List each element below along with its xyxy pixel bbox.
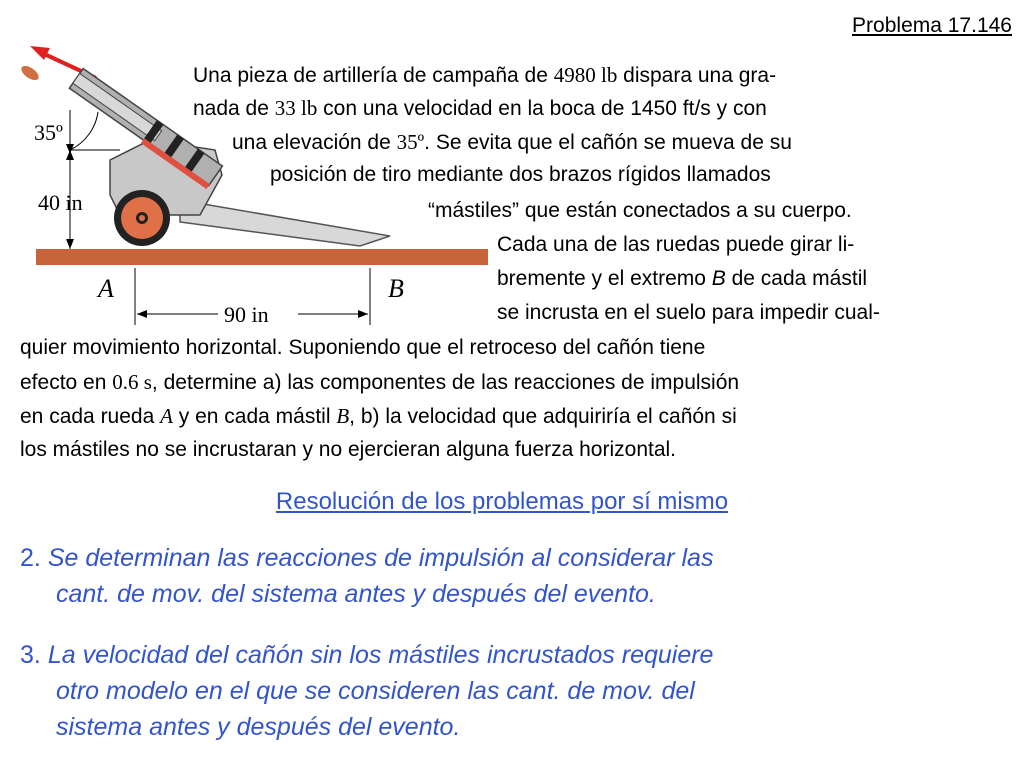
point-b-label: B [388, 274, 404, 303]
distance-label: 90 in [224, 302, 269, 327]
problem-line-7: bremente y el extremo B de cada mástil [497, 267, 868, 290]
angle-label: 35º [34, 120, 63, 145]
problem-line-9: quier movimiento horizontal. Suponiendo que el retroceso del cañón tiene [20, 336, 706, 359]
height-label: 40 in [38, 190, 83, 215]
ground-bar [36, 249, 488, 265]
trail [180, 200, 390, 246]
problem-line-12: los mástiles no se incrustaran y no ejercieran alguna fuerza horizontal. [20, 438, 677, 461]
problem-line-1: Una pieza de artillería de campaña de 4980 lb dispara una gra- [193, 63, 777, 87]
resolution-heading[interactable]: Resolución de los problemas por sí mismo [275, 488, 729, 515]
problem-line-10: efecto en 0.6 s, determine a) las componentes de las reacciones de impulsión [20, 370, 740, 394]
problem-line-8: se incrusta en el suelo para impedir cual- [497, 301, 880, 324]
problem-line-3: una elevación de 35º. Se evita que el cañón se mueva de su [232, 130, 792, 154]
page-title: Problema 17.146 [852, 14, 1012, 37]
problem-line-11: en cada rueda A y en cada mástil B, b) la velocidad que adquiriría el cañón si [20, 404, 737, 428]
problem-line-4: posición de tiro mediante dos brazos rígidos llamados [270, 163, 771, 186]
problem-line-5: “mástiles” que están conectados a su cuerpo. [428, 199, 852, 222]
step-3: 3. La velocidad del cañón sin los mástiles incrustados requiere otro modelo en el que se consideren las cant. de mov. del sistema antes y después del evento. [20, 641, 714, 741]
projectile [19, 63, 41, 83]
step-2-number: 2. [20, 544, 41, 572]
step-2: 2. Se determinan las reacciones de impulsión al considerar las cant. de mov. del sistema antes y después del evento. [20, 544, 714, 608]
point-a-label: A [98, 274, 114, 303]
problem-line-2: nada de 33 lb con una velocidad en la boca de 1450 ft/s y con [193, 96, 767, 120]
problem-line-6: Cada una de las ruedas puede girar li- [497, 233, 855, 256]
step-3-number: 3. [20, 641, 41, 669]
